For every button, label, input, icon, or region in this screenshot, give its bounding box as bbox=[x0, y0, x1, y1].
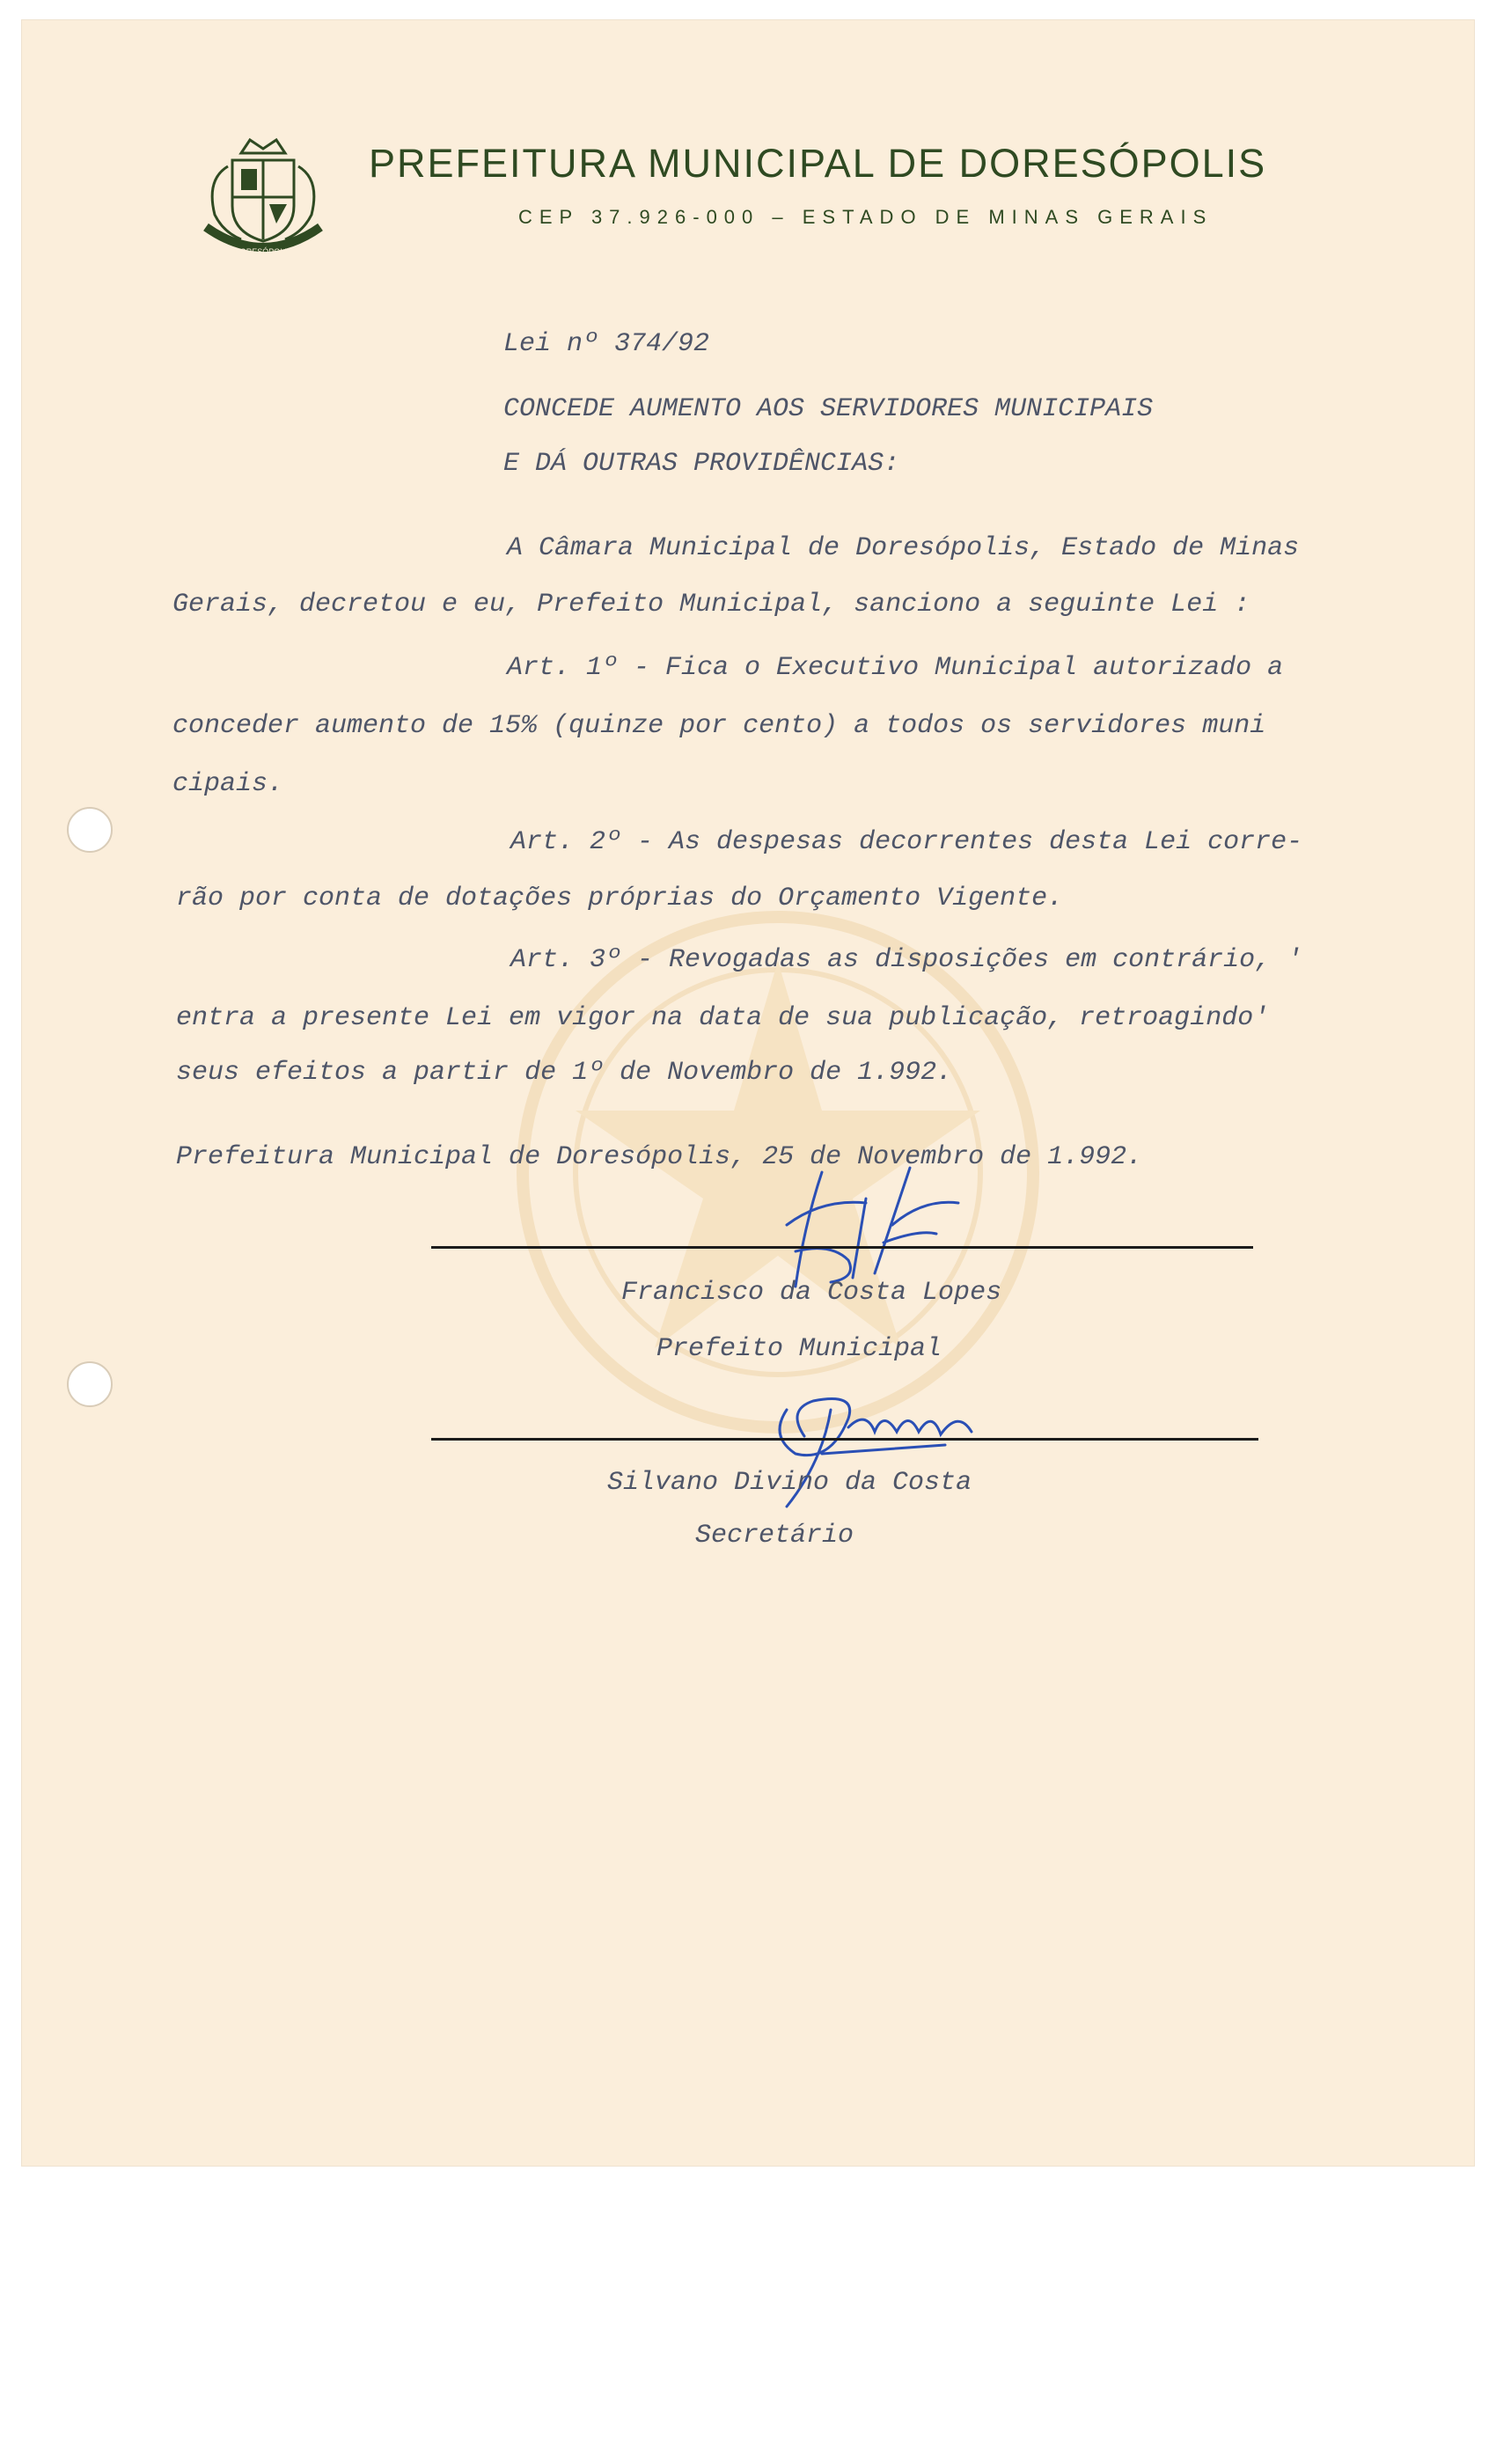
crest-label: DORESÓPOLIS bbox=[234, 247, 292, 256]
law-summary-line-2: E DÁ OUTRAS PROVIDÊNCIAS: bbox=[503, 449, 900, 479]
signature-mayor-icon bbox=[769, 1163, 998, 1295]
letterhead-title: PREFEITURA MUNICIPAL DE DORESÓPOLIS bbox=[369, 141, 1267, 186]
binder-hole-bottom bbox=[67, 1361, 113, 1407]
art2-line-1: Art. 2º - As despesas decorrentes desta Lei corre- bbox=[510, 827, 1303, 857]
binder-hole-top bbox=[67, 807, 113, 853]
law-summary-line-1: CONCEDE AUMENTO AOS SERVIDORES MUNICIPAIS bbox=[503, 394, 1154, 424]
coat-of-arms-icon bbox=[188, 136, 338, 268]
letterhead-subtitle: CEP 37.926-000 – ESTADO DE MINAS GERAIS bbox=[518, 206, 1214, 228]
art3-line-1: Art. 3º - Revogadas as disposições em contrário, ' bbox=[510, 945, 1303, 975]
art1-line-1: Art. 1º - Fica o Executivo Municipal autorizado a bbox=[507, 653, 1284, 683]
preamble-line-1: A Câmara Municipal de Doresópolis, Estado de Minas bbox=[507, 533, 1300, 563]
closing-date-line: Prefeitura Municipal de Doresópolis, 25 de Novembro de 1.992. bbox=[176, 1142, 1143, 1172]
art3-line-2: entra a presente Lei em vigor na data de sua publicação, retroagindo' bbox=[176, 1003, 1270, 1033]
law-number: Lei nº 374/92 bbox=[503, 329, 710, 359]
art2-line-2: rão por conta de dotações próprias do Orçamento Vigente. bbox=[176, 884, 1064, 913]
art3-line-3: seus efeitos a partir de 1º de Novembro de 1.992. bbox=[176, 1058, 953, 1088]
mayor-name: Francisco da Costa Lopes bbox=[621, 1278, 1002, 1308]
secretary-title: Secretário bbox=[695, 1521, 854, 1551]
art1-line-2: conceder aumento de 15% (quinze por cento) a todos os servidores muni bbox=[172, 711, 1266, 741]
signature-line-secretary bbox=[431, 1438, 1258, 1441]
document-page bbox=[21, 19, 1475, 2167]
preamble-line-2: Gerais, decretou e eu, Prefeito Municipal, sanciono a seguinte Lei : bbox=[172, 590, 1250, 620]
secretary-name: Silvano Divino da Costa bbox=[607, 1468, 972, 1498]
art1-line-3: cipais. bbox=[172, 769, 284, 799]
signature-line-mayor bbox=[431, 1246, 1253, 1249]
mayor-title: Prefeito Municipal bbox=[656, 1334, 942, 1364]
